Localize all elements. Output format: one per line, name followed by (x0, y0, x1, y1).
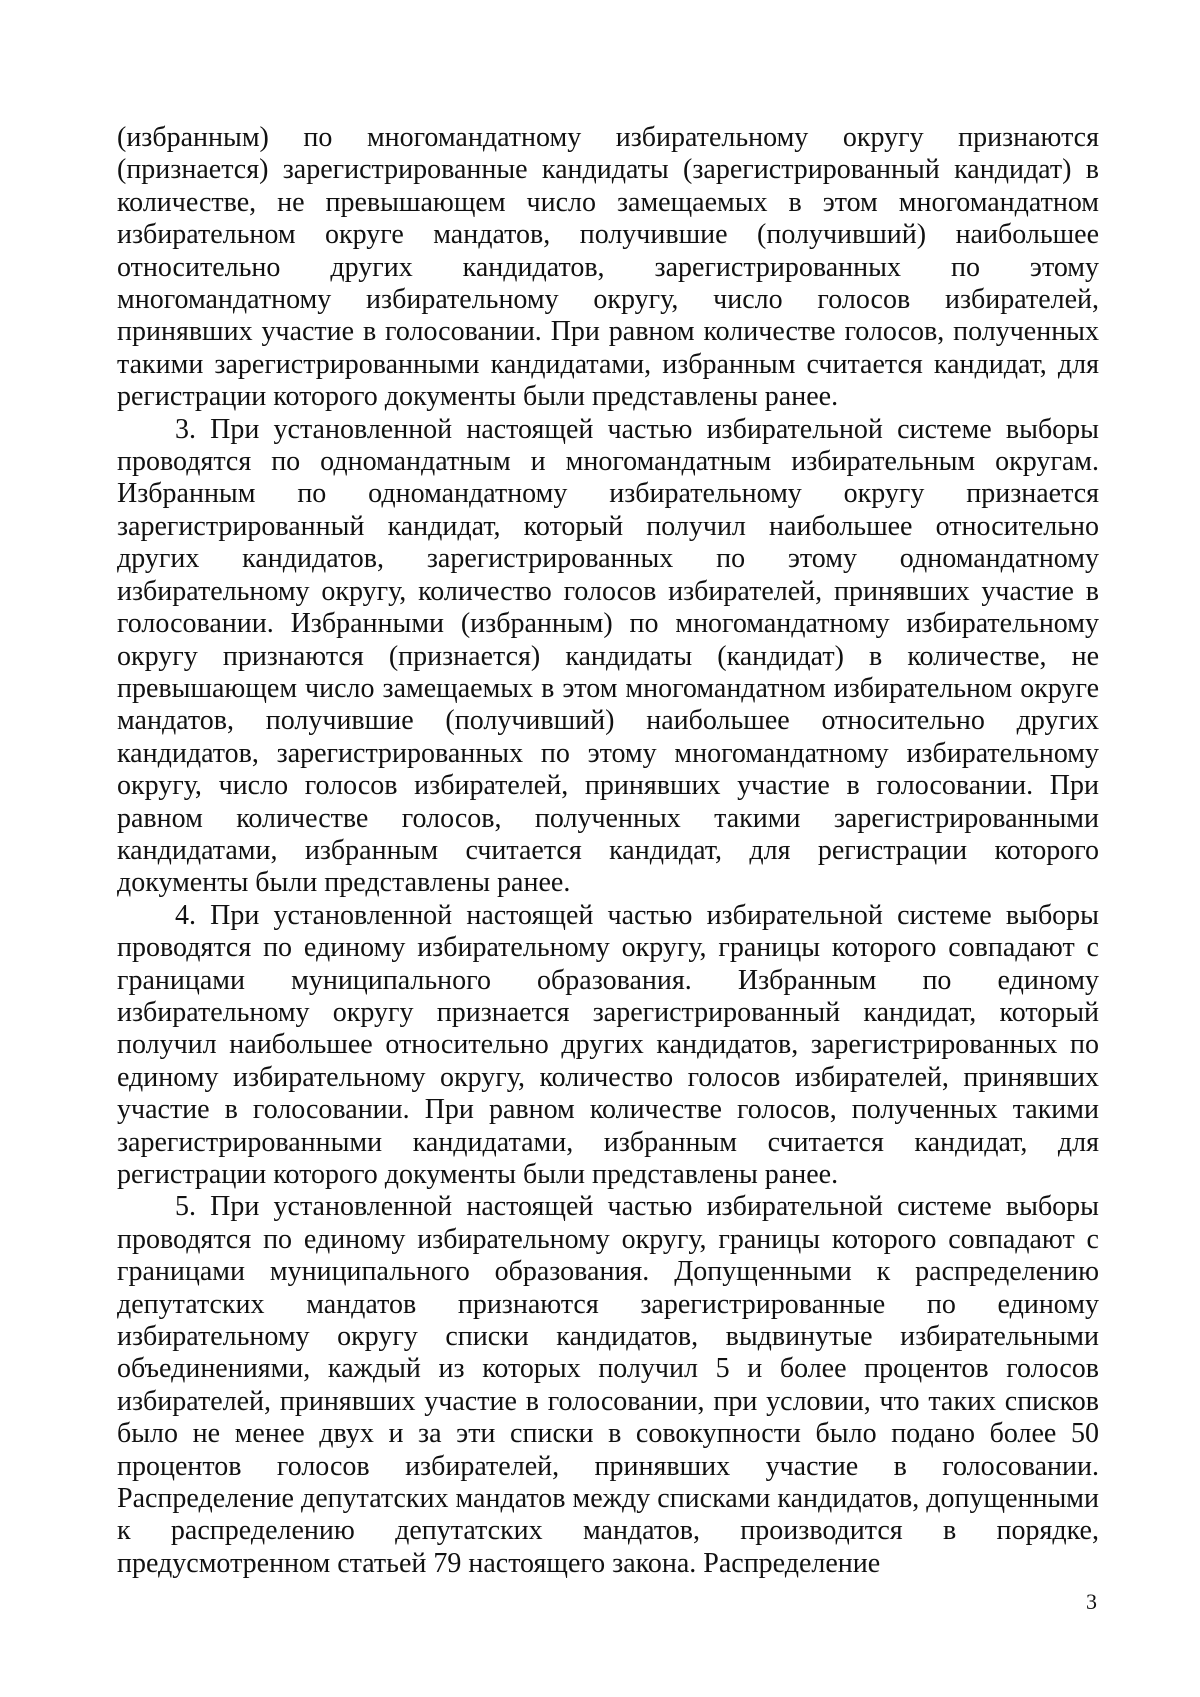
page-number: 3 (1086, 1589, 1097, 1614)
paragraph-continuation: (избранным) по многомандатному избирательному округу признаются (признается) зарегистрированные кандидаты (зарегистрированный кандидат) в количестве, не превышающем число замещаемых в этом многомандатном избирательном округе мандатов, получившие (получивший) наибольшее относительно других кандидатов, зарегистрированных по этому многомандатному избирательному округу, число голосов избирателей, принявших участие в голосовании. При равном количестве голосов, полученных такими зарегистрированными кандидатами, избранным считается кандидат, для регистрации которого документы были представлены ранее. (117, 122, 1099, 413)
paragraph-item-4: 4. При установленной настоящей частью избирательной системе выборы проводятся по единому избирательному округу, границы которого совпадают с границами муниципального образования. Избранным по единому избирательному округу признается зарегистрированный кандидат, который получил наибольшее относительно других кандидатов, зарегистрированных по единому избирательному округу, количество голосов избирателей, принявших участие в голосовании. При равном количестве голосов, полученных такими зарегистрированными кандидатами, избранным считается кандидат, для регистрации которого документы были представлены ранее. (117, 899, 1099, 1190)
paragraph-item-3: 3. При установленной настоящей частью избирательной системе выборы проводятся по одномандатным и многомандатным избирательным округам. Избранным по одномандатному избирательному округу признается зарегистрированный кандидат, который получил наибольшее относительно других кандидатов, зарегистрированных по этому одномандатному избирательному округу, количество голосов избирателей, принявших участие в голосовании. Избранными (избранным) по многомандатному избирательному округу признаются (признается) кандидаты (кандидат) в количестве, не превышающем число замещаемых в этом многомандатном избирательном округе мандатов, получившие (получивший) наибольшее относительно других кандидатов, зарегистрированных по этому многомандатному избирательному округу, число голосов избирателей, принявших участие в голосовании. При равном количестве голосов, полученных такими зарегистрированными кандидатами, избранным считается кандидат, для регистрации которого документы были представлены ранее. (117, 413, 1099, 899)
document-body (117, 122, 1099, 1580)
paragraph-item-5: 5. При установленной настоящей частью избирательной системе выборы проводятся по единому избирательному округу, границы которого совпадают с границами муниципального образования. Допущенными к распределению депутатских мандатов признаются зарегистрированные по единому избирательному округу списки кандидатов, выдвинутые избирательными объединениями, каждый из которых получил 5 и более процентов голосов избирателей, принявших участие в голосовании, при условии, что таких списков было не менее двух и за эти списки в совокупности было подано более 50 процентов голосов избирателей, принявших участие в голосовании. Распределение депутатских мандатов между списками кандидатов, допущенными к распределению депутатских мандатов, производится в порядке, предусмотренном статьей 79 настоящего закона. Распределение (117, 1191, 1099, 1579)
